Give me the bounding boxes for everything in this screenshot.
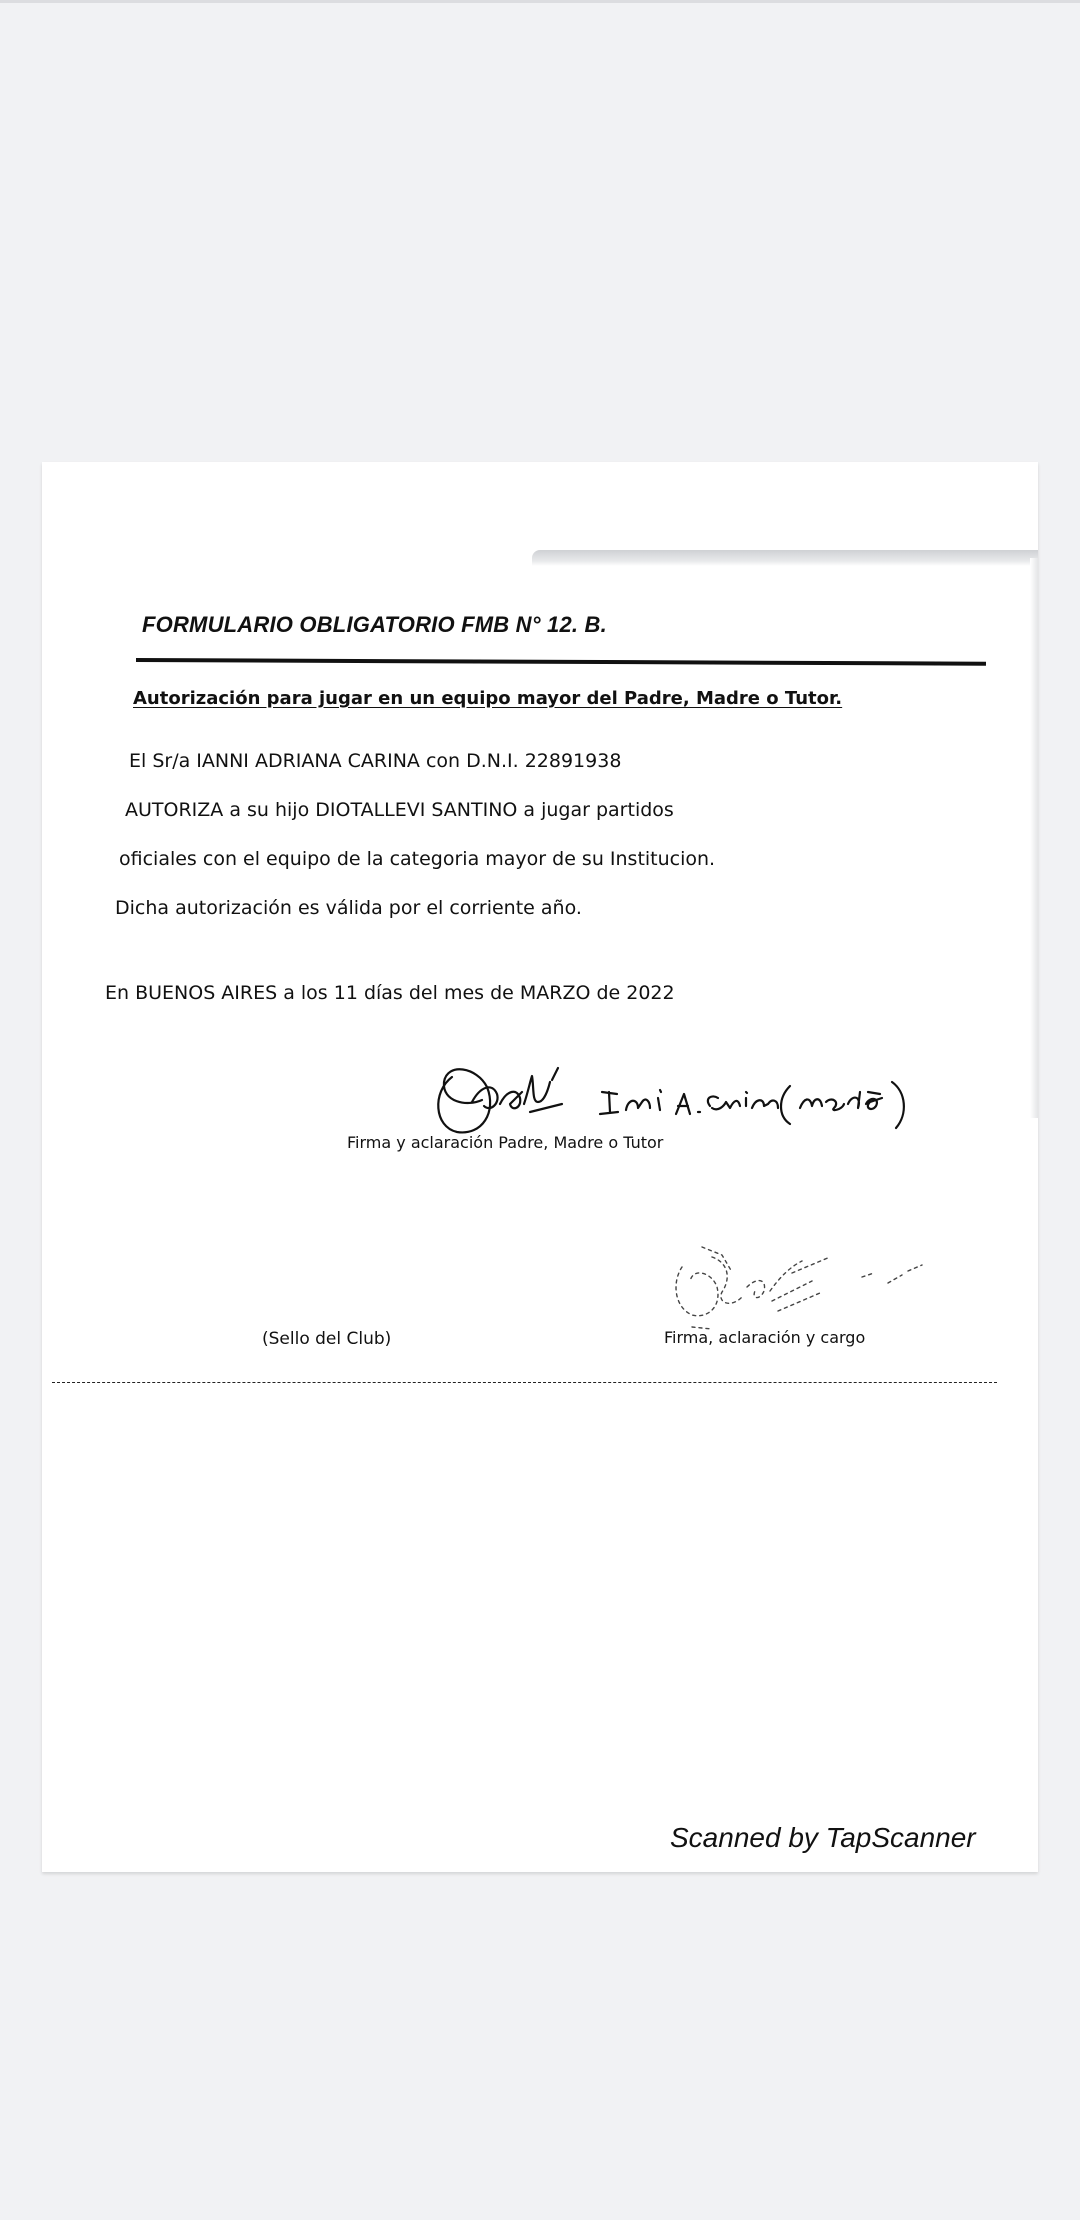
club-signature-caption: Firma, aclaración y cargo <box>664 1328 866 1347</box>
signature-caption: Firma y aclaración Padre, Madre o Tutor <box>347 1133 664 1152</box>
authorization-line-1: El Sr/a IANNI ADRIANA CARINA con D.N.I. 22891938 <box>129 750 622 772</box>
scan-paper-edge <box>532 550 1038 566</box>
club-stamp-caption: (Sello del Club) <box>262 1329 392 1349</box>
form-subtitle: Autorización para jugar en un equipo mayor del Padre, Madre o Tutor. <box>133 688 843 709</box>
form-title: FORMULARIO OBLIGATORIO FMB N° 12. B. <box>142 612 607 637</box>
scanner-watermark: Scanned by TapScanner <box>670 1822 976 1853</box>
authorization-line-4: Dicha autorización es válida por el corriente año. <box>115 897 582 919</box>
scanned-document-page <box>42 462 1038 1872</box>
cut-line <box>52 1382 997 1383</box>
title-underline <box>136 658 986 666</box>
scan-paper-shadow <box>1030 558 1038 1118</box>
status-bar-edge <box>0 0 1080 3</box>
authorization-line-2: AUTORIZA a su hijo DIOTALLEVI SANTINO a jugar partidos <box>125 799 674 821</box>
authorization-line-3: oficiales con el equipo de la categoria mayor de su Institucion. <box>119 848 716 870</box>
place-and-date: En BUENOS AIRES a los 11 días del mes de MARZO de 2022 <box>105 982 675 1004</box>
club-stamp-signature <box>652 1227 982 1337</box>
